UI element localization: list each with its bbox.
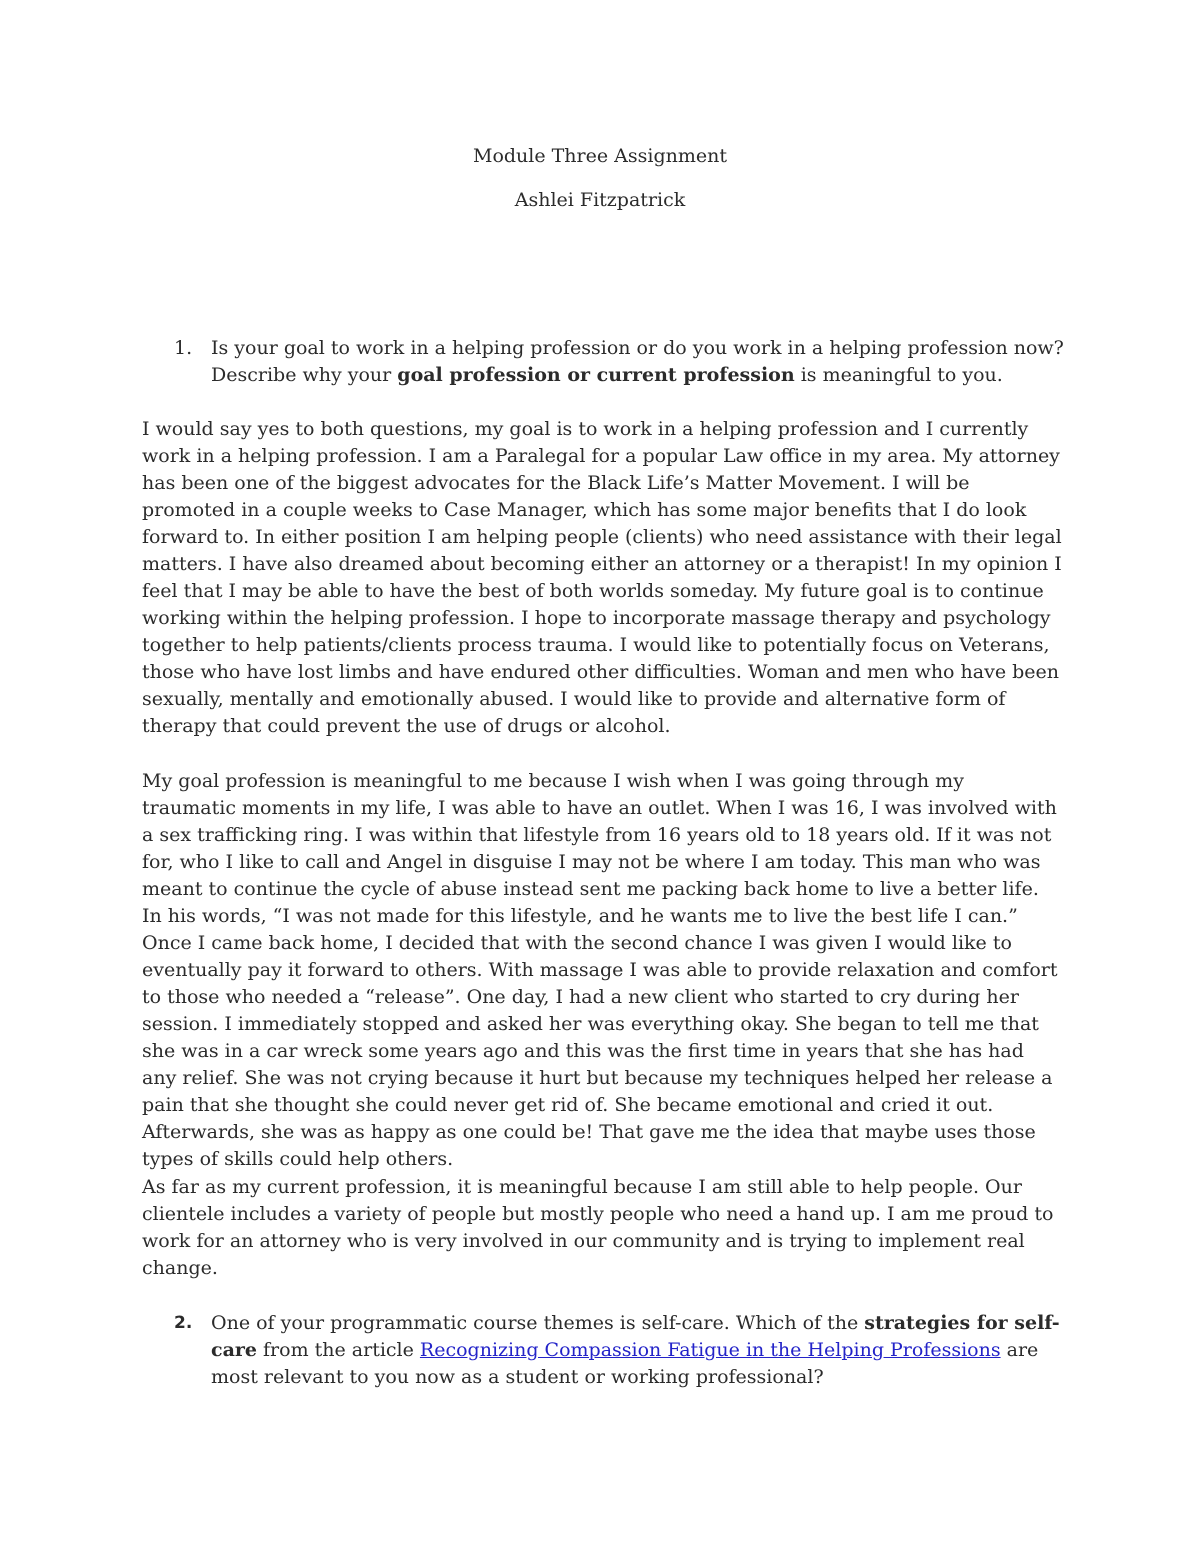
article-link[interactable]: Recognizing Compassion Fatigue in the Helping Professions <box>419 1339 1001 1361</box>
question-2 <box>142 1310 1072 1391</box>
question-text-part: from the article <box>256 1339 420 1361</box>
question-emphasis: strategies for self-care <box>211 1312 1060 1361</box>
document-title: Module Three Assignment <box>472 145 727 167</box>
question-text-part: One of your programmatic course themes is self-care. Which of the <box>211 1312 865 1334</box>
author-name: Ashlei Fitzpatrick <box>514 189 686 211</box>
answer-paragraph: My goal profession is meaningful to me because I wish when I was going through my traumatic moments in my life, I was able to have an outlet. When I was 16, I was involved with a sex trafficking ring. I was within that lifestyle from 16 years old to 18 years old. If it was not for, who I like to call and Angel in disguise I may not be where I am today. This man who was meant to continue the cycle of abuse instead sent me packing back home to live a better life. In his words, “I was not made for this lifestyle, and he wants me to live the best life I can.” Once I came back home, I decided that with the second chance I was given I would like to eventually pay it forward to others. With massage I was able to provide relaxation and comfort to those who needed a “release”. One day, I had a new client who started to cry during her session. I immediately stopped and asked her was everything okay. She began to tell me that she was in a car wreck some years ago and this was the first time in years that she has had any relief. She was not crying because it hurt but because my techniques helped her release a pain that she thought she could never get rid of. She became emotional and cried it out. Afterwards, she was as happy as one could be! That gave me the idea that maybe uses those types of skills could help others. <box>142 770 1058 1170</box>
question-number: 2. <box>174 1313 193 1333</box>
question-text <box>211 1310 1072 1391</box>
answer-paragraph: I would say yes to both questions, my goal is to work in a helping profession and I currently work in a helping profession. I am a Paralegal for a popular Law office in my area. My attorney has been one of the biggest advocates for the Black Life’s Matter Movement. I will be promoted in a couple weeks to Case Manager, which has some major benefits that I do look forward to. In either position I am helping people (clients) who need assistance with their legal matters. I have also dreamed about becoming either an attorney or a therapist! In my opinion I feel that I may be able to have the best of both worlds someday. My future goal is to continue working within the helping profession. I hope to incorporate massage therapy and psychology together to help patients/clients process trauma. I would like to potentially focus on Veterans, those who have lost limbs and have endured other difficulties. Woman and men who have been sexually, mentally and emotionally abused. I would like to provide and alternative form of therapy that could prevent the use of drugs or alcohol. <box>142 418 1062 737</box>
question-text-part: are most relevant to you now as a student or working professional? <box>211 1339 1039 1388</box>
question-1 <box>142 335 1072 389</box>
question-text-part: is meaningful to you. <box>794 364 1003 386</box>
question-text <box>211 335 1072 389</box>
question-number: 1. <box>174 337 193 359</box>
question-text-part: Is your goal to work in a helping profession or do you work in a helping profession now? Describe why your <box>211 337 1064 386</box>
question-emphasis: goal profession or current profession <box>397 364 795 386</box>
answer-paragraph: As far as my current profession, it is meaningful because I am still able to help people. Our clientele includes a variety of people but mostly people who need a hand up. I am me proud to work for an attorney who is very involved in our community and is trying to implement real change. <box>142 1176 1054 1279</box>
